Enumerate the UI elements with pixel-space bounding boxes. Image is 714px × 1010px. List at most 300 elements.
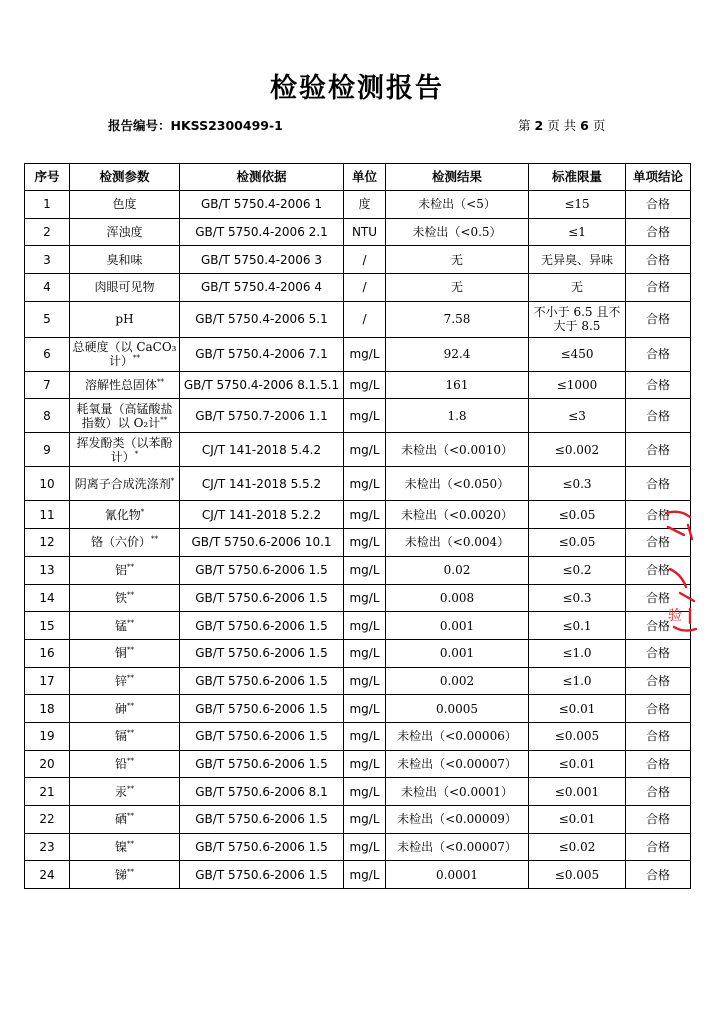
row-method [180, 667, 344, 695]
row-param-text: 挥发酚类（以苯酚计） [76, 435, 173, 464]
row-result-text: 未检出（<0.00006） [397, 729, 517, 744]
row-conclusion [626, 371, 691, 399]
row-conclusion-text: 合格 [645, 476, 670, 491]
header-limit: 标准限量 [529, 164, 626, 191]
row-method-text: GB/T 5750.6-2006 1.5 [195, 812, 328, 827]
row-no-text: 18 [39, 701, 55, 716]
footnote-marker: ** [133, 354, 140, 363]
row-method-text: GB/T 5750.6-2006 1.5 [195, 701, 328, 716]
row-method [180, 556, 344, 584]
row-result [386, 301, 529, 337]
footnote-marker: ** [127, 563, 134, 572]
row-limit [529, 612, 626, 640]
row-method-text: GB/T 5750.6-2006 8.1 [195, 784, 328, 799]
row-conclusion [626, 667, 691, 695]
row-conclusion-text: 合格 [645, 535, 670, 550]
table-row [25, 467, 691, 501]
table-row [25, 861, 691, 889]
footnote-marker: ** [127, 756, 134, 765]
row-param-text: pH [115, 312, 134, 327]
row-method [180, 750, 344, 778]
row-limit [529, 433, 626, 467]
header-param: 检测参数 [70, 164, 180, 191]
row-conclusion-text: 合格 [645, 252, 670, 267]
row-no [25, 371, 70, 399]
row-param-text: 总硬度（以 CaCO₃计） [72, 340, 177, 369]
row-unit [344, 337, 386, 371]
table-row [25, 584, 691, 612]
row-limit-text: ≤3 [568, 408, 586, 423]
row-method [180, 218, 344, 246]
row-method-text: GB/T 5750.4-2006 8.1.5.1 [183, 378, 340, 393]
row-unit-text: mg/L [349, 729, 380, 744]
row-conclusion-text: 合格 [645, 590, 670, 605]
row-method-text: CJ/T 141-2018 5.4.2 [201, 442, 322, 457]
row-limit-text: ≤1.0 [562, 646, 592, 661]
row-param-text: 铬（六价） [90, 535, 151, 550]
row-conclusion-text: 合格 [645, 197, 670, 212]
row-limit [529, 274, 626, 302]
row-param-text: 锌 [114, 673, 127, 688]
row-no [25, 806, 70, 834]
row-result [386, 778, 529, 806]
row-result [386, 639, 529, 667]
row-limit [529, 191, 626, 219]
row-result-text: 0.001 [439, 646, 475, 661]
row-unit-text: mg/L [349, 535, 380, 550]
row-no [25, 191, 70, 219]
row-no [25, 778, 70, 806]
footnote-marker: * [134, 449, 139, 458]
row-unit-text: mg/L [349, 476, 380, 491]
row-no [25, 433, 70, 467]
row-result-text: 未检出（<0.00007） [397, 840, 517, 855]
row-result-text: 0.002 [439, 673, 475, 688]
row-conclusion [626, 556, 691, 584]
row-param [70, 612, 180, 640]
footnote-marker: ** [127, 673, 134, 682]
row-no-text: 9 [43, 442, 51, 457]
row-no [25, 218, 70, 246]
row-result-text: 0.001 [439, 618, 475, 633]
report-title: 检验检测报告 [270, 73, 444, 104]
table-row [25, 274, 691, 302]
row-conclusion-text: 合格 [645, 408, 670, 423]
row-conclusion [626, 301, 691, 337]
svg-text:验: 验 [668, 608, 682, 624]
row-unit [344, 861, 386, 889]
row-no-text: 21 [39, 784, 55, 799]
row-unit-text: mg/L [349, 756, 380, 771]
table-row [25, 337, 691, 371]
row-result [386, 584, 529, 612]
header-no: 序号 [25, 164, 70, 191]
page-indicator [518, 116, 605, 134]
row-no [25, 639, 70, 667]
row-param-text: 色度 [112, 197, 137, 212]
row-method [180, 191, 344, 219]
row-no [25, 750, 70, 778]
row-method-text: GB/T 5750.6-2006 1.5 [195, 756, 328, 771]
row-param [70, 433, 180, 467]
row-limit-text: ≤0.005 [554, 729, 600, 744]
row-param [70, 778, 180, 806]
row-unit-text: mg/L [349, 701, 380, 716]
row-no-text: 13 [39, 563, 55, 578]
row-unit-text: mg/L [349, 442, 380, 457]
row-param [70, 750, 180, 778]
row-param [70, 467, 180, 501]
row-param [70, 639, 180, 667]
row-limit [529, 556, 626, 584]
row-param-text: 砷 [114, 701, 127, 716]
row-limit [529, 584, 626, 612]
row-conclusion [626, 639, 691, 667]
row-param [70, 667, 180, 695]
row-unit-text: mg/L [349, 408, 380, 423]
row-no [25, 529, 70, 557]
row-result [386, 274, 529, 302]
footnote-marker: ** [160, 415, 168, 424]
row-method [180, 433, 344, 467]
row-no [25, 667, 70, 695]
row-param [70, 218, 180, 246]
row-result-text: 1.8 [447, 408, 467, 423]
row-result [386, 529, 529, 557]
row-result [386, 433, 529, 467]
footnote-marker: ** [157, 378, 164, 387]
row-conclusion-text: 合格 [645, 729, 670, 744]
row-limit [529, 722, 626, 750]
row-unit [344, 246, 386, 274]
row-unit-text: / [362, 280, 367, 295]
row-no-text: 3 [43, 252, 51, 267]
row-result-text: 未检出（<0.00009） [397, 812, 517, 827]
row-unit [344, 467, 386, 501]
row-result [386, 750, 529, 778]
row-param-text: 铜 [114, 646, 127, 661]
row-limit [529, 695, 626, 723]
row-param-text: 镉 [114, 729, 127, 744]
row-limit [529, 218, 626, 246]
row-limit [529, 667, 626, 695]
row-method-text: CJ/T 141-2018 5.5.2 [201, 476, 322, 491]
row-no [25, 612, 70, 640]
row-unit-text: mg/L [349, 590, 380, 605]
header-unit: 单位 [344, 164, 386, 191]
row-method [180, 501, 344, 529]
row-conclusion [626, 218, 691, 246]
row-unit [344, 501, 386, 529]
row-method-text: GB/T 5750.6-2006 1.5 [195, 646, 328, 661]
row-param-text: 肉眼可见物 [94, 280, 155, 295]
row-no-text: 23 [39, 840, 55, 855]
row-limit-text: ≤0.01 [558, 756, 596, 771]
row-param [70, 371, 180, 399]
row-result [386, 556, 529, 584]
footnote-marker: ** [127, 590, 134, 599]
row-limit [529, 833, 626, 861]
row-param [70, 337, 180, 371]
row-no [25, 337, 70, 371]
row-limit [529, 467, 626, 501]
header-method: 检测依据 [180, 164, 344, 191]
table-row [25, 301, 691, 337]
row-limit-text: ≤1 [568, 225, 586, 240]
table-row [25, 246, 691, 274]
row-no-text: 6 [43, 347, 51, 362]
row-method [180, 722, 344, 750]
row-unit-text: mg/L [349, 347, 380, 362]
row-conclusion [626, 806, 691, 834]
row-param [70, 584, 180, 612]
row-result-text: 0.0005 [436, 701, 478, 716]
row-method [180, 371, 344, 399]
row-param-text: 氰化物 [104, 507, 141, 522]
row-conclusion [626, 337, 691, 371]
table-row [25, 667, 691, 695]
row-result [386, 667, 529, 695]
row-unit [344, 584, 386, 612]
row-unit [344, 833, 386, 861]
row-no-text: 22 [39, 812, 55, 827]
row-result [386, 371, 529, 399]
page-current: 2 [534, 118, 544, 133]
row-no-text: 20 [39, 756, 55, 771]
footnote-marker: ** [127, 840, 134, 849]
row-result [386, 833, 529, 861]
row-no-text: 12 [39, 535, 55, 550]
row-unit-text: mg/L [349, 840, 380, 855]
row-unit-text: NTU [351, 225, 378, 240]
row-method [180, 337, 344, 371]
row-conclusion [626, 722, 691, 750]
row-no-text: 11 [39, 507, 55, 522]
row-limit-text: ≤450 [560, 347, 594, 362]
table-row [25, 750, 691, 778]
footnote-marker: * [140, 507, 145, 516]
row-unit [344, 722, 386, 750]
row-method-text: GB/T 5750.6-2006 1.5 [195, 563, 328, 578]
row-limit-text: ≤0.2 [562, 563, 592, 578]
row-result-text: 7.58 [443, 312, 471, 327]
row-conclusion-text: 合格 [645, 701, 670, 716]
row-conclusion [626, 529, 691, 557]
row-no [25, 301, 70, 337]
row-conclusion [626, 191, 691, 219]
page-total: 6 [580, 118, 589, 133]
row-no-text: 15 [39, 618, 55, 633]
table-row [25, 501, 691, 529]
row-method-text: GB/T 5750.6-2006 1.5 [195, 867, 328, 882]
row-param [70, 833, 180, 861]
row-param [70, 399, 180, 433]
row-param-text: 铅 [114, 756, 127, 771]
row-conclusion-text: 合格 [645, 563, 670, 578]
row-method [180, 612, 344, 640]
row-unit-text: / [362, 312, 367, 327]
footnote-marker: * [170, 476, 175, 485]
row-limit-text: 无异臭、异味 [540, 252, 613, 267]
row-unit [344, 301, 386, 337]
row-param-text: 耗氧量（高锰酸盐指数）以 O₂计 [76, 401, 173, 430]
row-method [180, 806, 344, 834]
row-result [386, 246, 529, 274]
row-method-text: GB/T 5750.6-2006 1.5 [195, 673, 328, 688]
row-param-text: 锰 [114, 618, 127, 633]
table-row [25, 695, 691, 723]
row-limit-text: ≤0.005 [554, 867, 600, 882]
row-conclusion-text: 合格 [645, 378, 670, 393]
row-conclusion-text: 合格 [645, 673, 670, 688]
row-no [25, 274, 70, 302]
table-row [25, 191, 691, 219]
footnote-marker: ** [127, 784, 134, 793]
row-param-text: 阴离子合成洗涤剂 [74, 476, 171, 491]
row-limit-text: 无 [570, 280, 583, 295]
row-result [386, 612, 529, 640]
row-method [180, 246, 344, 274]
row-unit [344, 371, 386, 399]
row-method-text: GB/T 5750.6-2006 1.5 [195, 590, 328, 605]
row-limit-text: ≤0.1 [562, 618, 592, 633]
row-unit-text: mg/L [349, 618, 380, 633]
row-limit-text: ≤0.02 [558, 840, 596, 855]
row-conclusion [626, 612, 691, 640]
row-no-text: 7 [43, 378, 51, 393]
row-no-text: 16 [39, 646, 55, 661]
row-limit-text: ≤0.01 [558, 812, 596, 827]
footnote-marker: ** [127, 618, 134, 627]
row-method [180, 861, 344, 889]
footnote-marker: ** [127, 812, 134, 821]
row-unit [344, 612, 386, 640]
row-unit [344, 399, 386, 433]
row-result [386, 337, 529, 371]
row-conclusion [626, 750, 691, 778]
row-param [70, 529, 180, 557]
row-result [386, 806, 529, 834]
row-param-text: 镍 [114, 840, 127, 855]
row-result-text: 未检出（<0.0001） [400, 784, 514, 799]
footnote-marker: ** [127, 729, 134, 738]
header-conclusion: 单项结论 [626, 164, 691, 191]
row-conclusion-text: 合格 [645, 618, 670, 633]
row-conclusion [626, 584, 691, 612]
row-no [25, 695, 70, 723]
row-no [25, 246, 70, 274]
row-param [70, 806, 180, 834]
row-limit-text: ≤0.05 [558, 507, 596, 522]
row-conclusion-text: 合格 [645, 280, 670, 295]
row-limit-text: ≤0.3 [562, 590, 592, 605]
row-limit [529, 639, 626, 667]
row-result-text: 0.0001 [436, 867, 478, 882]
row-conclusion-text: 合格 [645, 225, 670, 240]
row-no-text: 14 [39, 590, 55, 605]
row-result-text: 未检出（<0.004） [404, 535, 510, 550]
row-method-text: GB/T 5750.6-2006 1.5 [195, 618, 328, 633]
row-unit [344, 806, 386, 834]
row-method [180, 778, 344, 806]
row-method-text: GB/T 5750.6-2006 1.5 [195, 729, 328, 744]
row-unit [344, 556, 386, 584]
row-param [70, 191, 180, 219]
table-row [25, 556, 691, 584]
row-method [180, 639, 344, 667]
row-method [180, 399, 344, 433]
row-unit-text: mg/L [349, 646, 380, 661]
row-param-text: 溶解性总固体 [84, 378, 157, 393]
row-unit [344, 639, 386, 667]
row-conclusion-text: 合格 [645, 312, 670, 327]
row-method-text: GB/T 5750.4-2006 2.1 [195, 225, 328, 240]
row-result-text: 92.4 [443, 347, 471, 362]
row-conclusion-text: 合格 [645, 812, 670, 827]
page-mid: 页 共 [547, 118, 577, 133]
page-prefix: 第 [518, 118, 531, 133]
row-no-text: 19 [39, 729, 55, 744]
row-result [386, 861, 529, 889]
row-no-text: 2 [43, 225, 51, 240]
row-limit-text: ≤1000 [556, 378, 598, 393]
row-limit [529, 399, 626, 433]
row-conclusion-text: 合格 [645, 646, 670, 661]
row-result-text: 0.008 [439, 590, 475, 605]
row-method [180, 529, 344, 557]
row-conclusion [626, 695, 691, 723]
row-no-text: 5 [43, 312, 51, 327]
row-param-text: 硒 [114, 812, 127, 827]
row-method [180, 274, 344, 302]
row-limit-text: ≤0.05 [558, 535, 596, 550]
table-row [25, 639, 691, 667]
row-result [386, 467, 529, 501]
table-row [25, 371, 691, 399]
row-limit [529, 371, 626, 399]
row-unit [344, 191, 386, 219]
row-limit [529, 778, 626, 806]
row-conclusion-text: 合格 [645, 840, 670, 855]
row-no [25, 833, 70, 861]
row-result [386, 695, 529, 723]
row-conclusion-text: 合格 [645, 756, 670, 771]
row-unit-text: mg/L [349, 812, 380, 827]
row-param [70, 274, 180, 302]
row-limit [529, 806, 626, 834]
row-unit-text: 度 [358, 197, 371, 212]
row-conclusion [626, 274, 691, 302]
row-limit [529, 337, 626, 371]
row-limit-text: ≤0.01 [558, 701, 596, 716]
row-result-text: 无 [450, 280, 463, 295]
row-no-text: 10 [39, 476, 55, 491]
row-conclusion [626, 399, 691, 433]
row-no-text: 17 [39, 673, 55, 688]
row-no [25, 861, 70, 889]
footnote-marker: ** [151, 535, 158, 544]
row-no [25, 467, 70, 501]
row-no [25, 722, 70, 750]
row-limit-text: ≤1.0 [562, 673, 592, 688]
row-conclusion [626, 501, 691, 529]
row-result-text: 未检出（<0.00007） [397, 756, 517, 771]
row-conclusion [626, 861, 691, 889]
row-conclusion-text: 合格 [645, 347, 670, 362]
row-result [386, 722, 529, 750]
row-limit-text: ≤0.002 [554, 442, 600, 457]
table-body [25, 191, 691, 889]
